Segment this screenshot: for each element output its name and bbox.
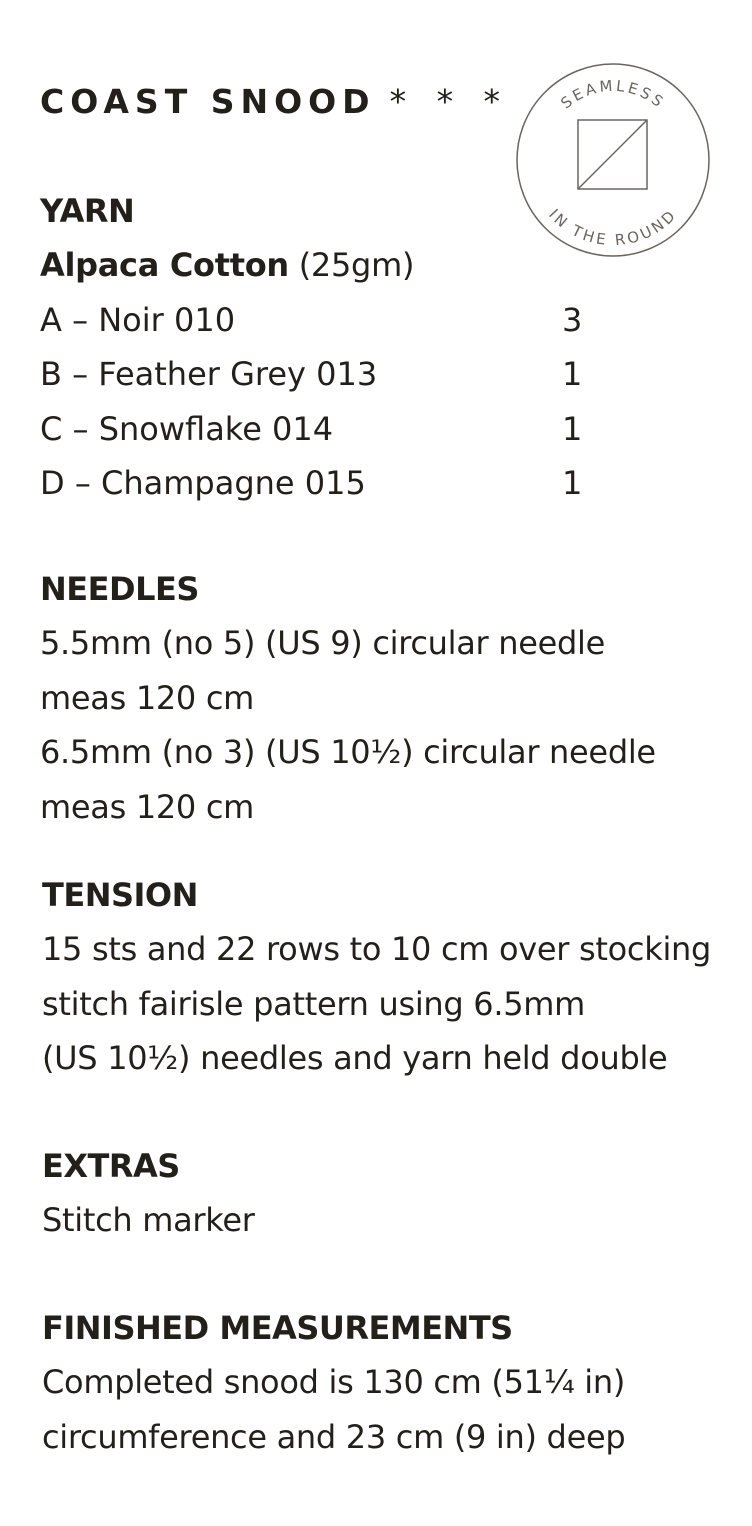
yarn-heading: YARN	[40, 192, 135, 230]
yarn-color-qty: 1	[562, 355, 583, 393]
tension-line: (US 10½) needles and yarn held double	[42, 1039, 668, 1077]
pattern-title	[40, 80, 510, 124]
difficulty-rating: * * *	[389, 82, 511, 121]
finished-measurements-section	[42, 1301, 732, 1464]
badge-top-text: SEAMLESS	[557, 76, 669, 113]
yarn-color-row	[40, 402, 730, 457]
yarn-color-name: B – Feather Grey 013	[40, 355, 378, 393]
tension-line: 15 sts and 22 rows to 10 cm over stocking	[42, 930, 712, 968]
extras-line: Stitch marker	[42, 1201, 255, 1239]
yarn-section	[40, 184, 730, 511]
needles-line: meas 120 cm	[40, 787, 255, 826]
yarn-color-row	[40, 347, 730, 402]
tension-heading: TENSION	[42, 876, 198, 914]
yarn-brand-line	[40, 238, 730, 293]
finished-measurements-heading: FINISHED MEASUREMENTS	[42, 1309, 513, 1347]
tension-line: stitch fairisle pattern using 6.5mm	[42, 984, 586, 1023]
yarn-color-qty: 1	[562, 409, 583, 448]
square-diagonal-icon	[578, 120, 647, 189]
title-text: COAST SNOOD	[40, 82, 376, 121]
tension-section	[42, 868, 732, 1086]
yarn-color-row	[40, 456, 730, 511]
yarn-color-row	[40, 293, 730, 348]
needles-heading: NEEDLES	[40, 570, 199, 608]
yarn-weight: (25gm)	[298, 246, 415, 284]
needles-section	[40, 562, 730, 834]
needles-line: meas 120 cm	[40, 678, 255, 717]
extras-section	[42, 1139, 732, 1248]
yarn-brand: Alpaca Cotton	[40, 246, 289, 284]
yarn-color-name: D – Champagne 015	[40, 464, 366, 502]
needles-line: 6.5mm (no 3) (US 10½) circular needle	[40, 733, 656, 771]
yarn-color-name: A – Noir 010	[40, 300, 236, 339]
badge-bottom-text: IN THE ROUND	[545, 205, 681, 250]
extras-heading: EXTRAS	[42, 1147, 180, 1185]
yarn-color-qty: 1	[562, 464, 583, 502]
yarn-color-name: C – Snowflake 014	[40, 409, 334, 448]
needles-line: 5.5mm (no 5) (US 9) circular needle	[40, 624, 606, 662]
finished-measurements-line: circumference and 23 cm (9 in) deep	[42, 1417, 626, 1456]
svg-text:SEAMLESS	[557, 77, 668, 113]
finished-measurements-line: Completed snood is 130 cm (51¼ in)	[42, 1363, 626, 1401]
yarn-color-qty: 3	[562, 300, 583, 339]
